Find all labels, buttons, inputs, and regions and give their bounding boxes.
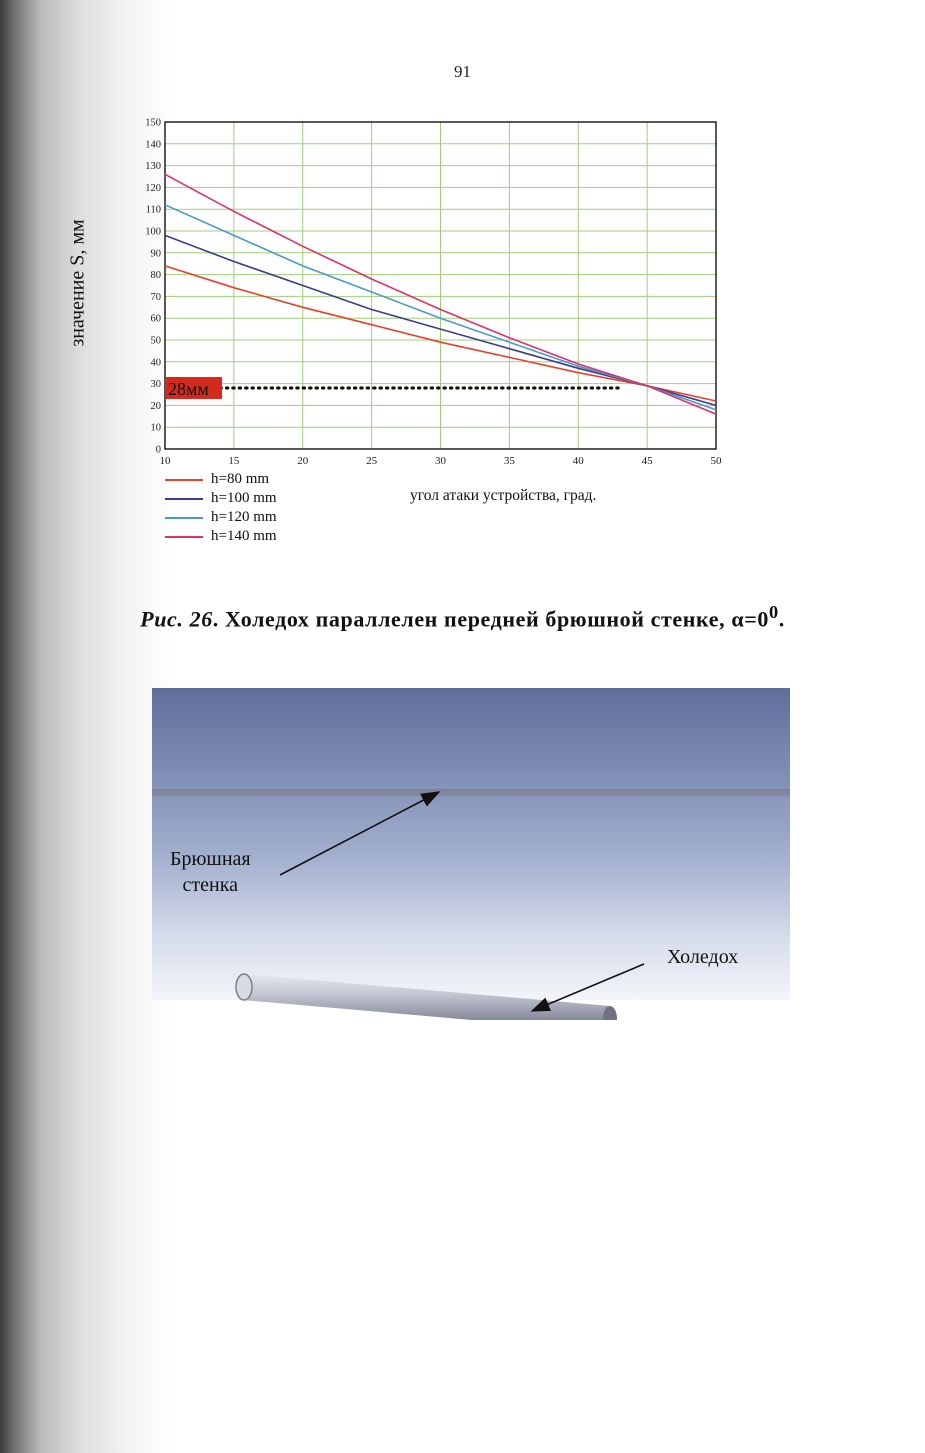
- annotation-label: 28мм: [168, 378, 209, 399]
- duct-pointer-arrow: [532, 964, 644, 1011]
- y-tick-label: 90: [150, 248, 161, 260]
- wall-label-line1: Брюшная: [170, 848, 251, 870]
- duct-label: Холедох: [667, 946, 739, 968]
- legend-item: [165, 470, 277, 489]
- legend-swatch: [165, 479, 203, 481]
- y-tick-label: 120: [145, 182, 161, 194]
- wall-pointer-arrow: [280, 792, 439, 875]
- legend-item: [165, 527, 277, 546]
- x-tick-label: 40: [572, 455, 584, 467]
- y-tick-label: 20: [150, 400, 161, 412]
- legend-label: h=80 mm: [211, 471, 270, 487]
- x-tick-label: 35: [503, 455, 515, 467]
- x-tick-label: 15: [228, 455, 240, 467]
- y-tick-label: 40: [150, 357, 161, 369]
- legend-label: h=100 mm: [211, 490, 277, 506]
- chart-legend: [165, 470, 277, 546]
- duct-tube: [242, 974, 610, 1020]
- wall-label-line2: стенка: [182, 874, 239, 896]
- legend-swatch: [165, 536, 203, 538]
- legend-item: [165, 508, 277, 527]
- duct-tube-opening: [236, 974, 252, 1000]
- y-tick-label: 110: [145, 204, 161, 216]
- wall-label: [170, 846, 251, 898]
- legend-label: h=140 mm: [211, 528, 277, 544]
- y-tick-label: 60: [150, 313, 161, 325]
- y-tick-label: 150: [145, 117, 161, 129]
- x-tick-label: 45: [641, 455, 653, 467]
- y-tick-label: 130: [145, 161, 161, 173]
- duct-illustration: [152, 688, 790, 1020]
- y-tick-label: 80: [150, 270, 161, 282]
- legend-label: h=120 mm: [211, 509, 277, 525]
- line-chart: [0, 0, 925, 470]
- y-tick-label: 140: [145, 139, 161, 151]
- legend-swatch: [165, 517, 203, 519]
- y-tick-label: 100: [145, 226, 161, 238]
- x-tick-label: 30: [435, 455, 446, 467]
- caption-end: .: [778, 606, 785, 632]
- figure-label: Рис. 26: [140, 606, 213, 632]
- x-axis-title: угол атаки устройства, град.: [410, 487, 597, 504]
- y-tick-label: 30: [150, 379, 161, 391]
- figure-caption: [0, 602, 925, 632]
- legend-swatch: [165, 498, 203, 500]
- x-tick-label: 20: [297, 455, 309, 467]
- x-tick-label: 10: [159, 455, 171, 467]
- x-tick-label: 25: [366, 455, 378, 467]
- y-tick-label: 50: [150, 335, 161, 347]
- page-number: 91: [454, 62, 471, 81]
- caption-text: . Холедох параллелен передней брюшной стенке, α=0: [212, 606, 769, 632]
- y-tick-label: 70: [150, 291, 161, 303]
- y-axis-title: значение S, мм: [66, 219, 89, 347]
- caption-superscript: 0: [768, 602, 779, 622]
- legend-item: [165, 489, 277, 508]
- y-tick-label: 0: [155, 444, 161, 456]
- y-tick-label: 10: [150, 422, 161, 434]
- x-tick-label: 50: [710, 455, 722, 467]
